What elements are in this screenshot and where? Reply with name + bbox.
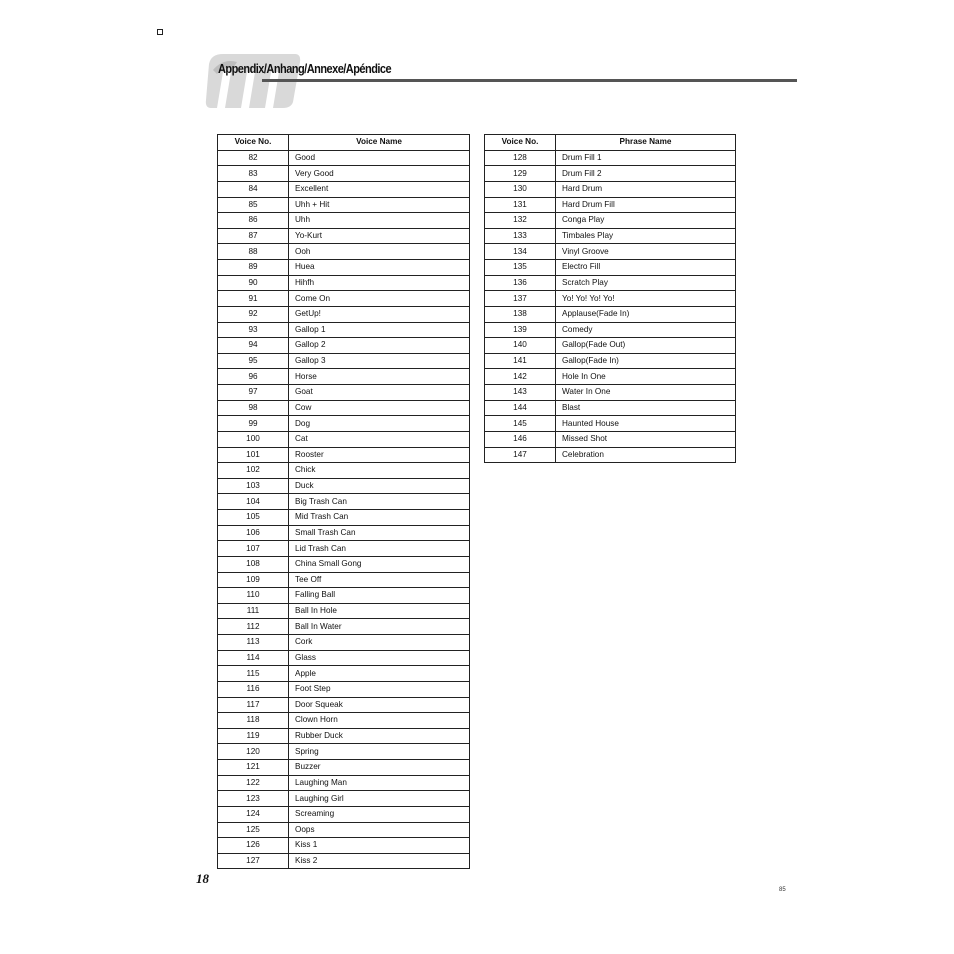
table-row (218, 260, 470, 276)
table-row (218, 838, 470, 854)
voice-number-cell: 111 (218, 603, 289, 619)
table-row (218, 338, 470, 354)
voice-table-header-row (218, 135, 470, 151)
voice-name-cell: Kiss 1 (289, 838, 470, 854)
voice-number-cell: 140 (485, 338, 556, 354)
voice-name-cell: Rooster (289, 447, 470, 463)
voice-number-cell: 93 (218, 322, 289, 338)
table-row (218, 791, 470, 807)
table-row (218, 822, 470, 838)
voice-number-cell: 103 (218, 478, 289, 494)
table-row (485, 385, 736, 401)
phrase-name-cell: Hard Drum Fill (556, 197, 736, 213)
phrase-name-cell: Water In One (556, 385, 736, 401)
table-row (218, 775, 470, 791)
crop-mark (157, 29, 163, 35)
voice-number-cell: 141 (485, 353, 556, 369)
table-row (218, 150, 470, 166)
voice-name-cell: Horse (289, 369, 470, 385)
voice-name-cell: Foot Step (289, 681, 470, 697)
voice-number-cell: 83 (218, 166, 289, 182)
phrase-name-cell: Yo! Yo! Yo! Yo! (556, 291, 736, 307)
voice-number-cell: 145 (485, 416, 556, 432)
voice-number-cell: 109 (218, 572, 289, 588)
voice-number-cell: 98 (218, 400, 289, 416)
voice-name-cell: Lid Trash Can (289, 541, 470, 557)
table-row (218, 728, 470, 744)
voice-number-cell: 104 (218, 494, 289, 510)
phrase-name-cell: Conga Play (556, 213, 736, 229)
voice-number-cell: 91 (218, 291, 289, 307)
table-row (218, 400, 470, 416)
voice-number-cell: 101 (218, 447, 289, 463)
voice-number-cell: 95 (218, 353, 289, 369)
table-row (218, 588, 470, 604)
voice-number-cell: 114 (218, 650, 289, 666)
voice-name-cell: Screaming (289, 806, 470, 822)
table-row (218, 228, 470, 244)
voice-number-cell: 108 (218, 556, 289, 572)
table-row (218, 213, 470, 229)
voice-number-cell: 85 (218, 197, 289, 213)
table-row (485, 400, 736, 416)
table-row (218, 681, 470, 697)
voice-name-cell: Buzzer (289, 760, 470, 776)
phrase-name-cell: Gallop(Fade Out) (556, 338, 736, 354)
voice-table-body (218, 150, 470, 869)
voice-number-cell: 105 (218, 510, 289, 526)
voice-number-cell: 134 (485, 244, 556, 260)
phrase-name-cell: Scratch Play (556, 275, 736, 291)
page-number: 18 (196, 871, 209, 886)
voice-name-cell: Ball In Hole (289, 603, 470, 619)
column-header-voice-name: Voice Name (289, 135, 470, 151)
voice-name-cell: Rubber Duck (289, 728, 470, 744)
voice-number-cell: 118 (218, 713, 289, 729)
table-row (218, 853, 470, 869)
table-row (218, 650, 470, 666)
table-row (218, 431, 470, 447)
table-row (218, 416, 470, 432)
table-row (485, 306, 736, 322)
table-row (485, 150, 736, 166)
voice-name-cell: Uhh (289, 213, 470, 229)
voice-number-cell: 136 (485, 275, 556, 291)
voice-number-cell: 115 (218, 666, 289, 682)
voice-name-cell: Come On (289, 291, 470, 307)
voice-number-cell: 143 (485, 385, 556, 401)
voice-number-cell: 87 (218, 228, 289, 244)
table-row (218, 447, 470, 463)
voice-name-cell: Oops (289, 822, 470, 838)
voice-number-cell: 117 (218, 697, 289, 713)
voice-name-cell: Chick (289, 463, 470, 479)
voice-number-cell: 116 (218, 681, 289, 697)
table-row (485, 291, 736, 307)
table-row (218, 572, 470, 588)
voice-number-cell: 138 (485, 306, 556, 322)
voice-number-cell: 137 (485, 291, 556, 307)
phrase-table-header-row (485, 135, 736, 151)
voice-number-cell: 144 (485, 400, 556, 416)
voice-name-cell: Apple (289, 666, 470, 682)
phrase-name-cell: Missed Shot (556, 431, 736, 447)
voice-number-cell: 128 (485, 150, 556, 166)
voice-name-cell: Glass (289, 650, 470, 666)
table-row (485, 275, 736, 291)
table-row (218, 697, 470, 713)
voice-number-cell: 126 (218, 838, 289, 854)
voice-number-cell: 142 (485, 369, 556, 385)
table-row (218, 322, 470, 338)
table-row (485, 244, 736, 260)
table-row (218, 494, 470, 510)
voice-number-cell: 90 (218, 275, 289, 291)
voice-name-cell: Dog (289, 416, 470, 432)
voice-name-cell: Goat (289, 385, 470, 401)
voice-number-cell: 133 (485, 228, 556, 244)
table-row (485, 431, 736, 447)
voice-name-cell: Cow (289, 400, 470, 416)
voice-name-cell: Yo-Kurt (289, 228, 470, 244)
voice-number-cell: 96 (218, 369, 289, 385)
table-row (218, 510, 470, 526)
voice-number-cell: 106 (218, 525, 289, 541)
voice-name-cell: Laughing Girl (289, 791, 470, 807)
table-row (218, 713, 470, 729)
voice-number-cell: 125 (218, 822, 289, 838)
table-row (485, 213, 736, 229)
voice-number-cell: 146 (485, 431, 556, 447)
table-row (218, 635, 470, 651)
voice-number-cell: 132 (485, 213, 556, 229)
voice-name-cell: Tee Off (289, 572, 470, 588)
voice-name-cell: Hihfh (289, 275, 470, 291)
table-row (218, 666, 470, 682)
table-row (218, 385, 470, 401)
voice-number-cell: 82 (218, 150, 289, 166)
voice-name-cell: Spring (289, 744, 470, 760)
voice-number-cell: 120 (218, 744, 289, 760)
voice-number-cell: 130 (485, 181, 556, 197)
table-row (218, 463, 470, 479)
voice-number-cell: 131 (485, 197, 556, 213)
voice-name-cell: Falling Ball (289, 588, 470, 604)
table-row (218, 478, 470, 494)
voice-number-cell: 129 (485, 166, 556, 182)
voice-number-cell: 123 (218, 791, 289, 807)
page-title: Appendix/Anhang/Annexe/Apéndice (218, 62, 392, 76)
phrase-name-cell: Applause(Fade In) (556, 306, 736, 322)
table-row (218, 760, 470, 776)
voice-number-cell: 135 (485, 260, 556, 276)
table-row (218, 744, 470, 760)
table-row (218, 619, 470, 635)
table-row (218, 181, 470, 197)
voice-number-cell: 88 (218, 244, 289, 260)
voice-name-cell: Kiss 2 (289, 853, 470, 869)
voice-number-cell: 89 (218, 260, 289, 276)
table-row (485, 322, 736, 338)
table-row (218, 306, 470, 322)
phrase-name-cell: Electro Fill (556, 260, 736, 276)
voice-number-cell: 110 (218, 588, 289, 604)
voice-name-cell: Ooh (289, 244, 470, 260)
voice-number-cell: 124 (218, 806, 289, 822)
voice-name-cell: Small Trash Can (289, 525, 470, 541)
phrase-table-body (485, 150, 736, 463)
voice-number-cell: 121 (218, 760, 289, 776)
table-row (218, 556, 470, 572)
voice-name-cell: Very Good (289, 166, 470, 182)
voice-number-cell: 97 (218, 385, 289, 401)
voice-name-cell: Good (289, 150, 470, 166)
header-rule (262, 79, 797, 82)
voice-name-cell: Cork (289, 635, 470, 651)
phrase-name-cell: Vinyl Groove (556, 244, 736, 260)
voice-name-cell: Gallop 3 (289, 353, 470, 369)
table-row (485, 181, 736, 197)
table-row (485, 338, 736, 354)
table-row (218, 291, 470, 307)
voice-table (217, 134, 470, 869)
phrase-name-cell: Timbales Play (556, 228, 736, 244)
voice-name-cell: Cat (289, 431, 470, 447)
phrase-name-cell: Gallop(Fade In) (556, 353, 736, 369)
voice-name-cell: Door Squeak (289, 697, 470, 713)
voice-name-cell: Gallop 2 (289, 338, 470, 354)
phrase-name-cell: Comedy (556, 322, 736, 338)
table-row (485, 260, 736, 276)
voice-number-cell: 84 (218, 181, 289, 197)
voice-name-cell: Big Trash Can (289, 494, 470, 510)
table-row (218, 369, 470, 385)
table-row (218, 541, 470, 557)
phrase-name-cell: Hard Drum (556, 181, 736, 197)
voice-name-cell: Laughing Man (289, 775, 470, 791)
voice-number-cell: 113 (218, 635, 289, 651)
column-header-voice-no: Voice No. (218, 135, 289, 151)
phrase-name-cell: Blast (556, 400, 736, 416)
phrase-name-cell: Hole In One (556, 369, 736, 385)
voice-name-cell: Duck (289, 478, 470, 494)
voice-name-cell: Huea (289, 260, 470, 276)
voice-number-cell: 100 (218, 431, 289, 447)
table-row (218, 166, 470, 182)
voice-number-cell: 102 (218, 463, 289, 479)
table-row (218, 244, 470, 260)
table-row (218, 525, 470, 541)
table-row (485, 369, 736, 385)
table-row (218, 197, 470, 213)
column-header-voice-no: Voice No. (485, 135, 556, 151)
voice-name-cell: Mid Trash Can (289, 510, 470, 526)
table-row (485, 228, 736, 244)
voice-number-cell: 122 (218, 775, 289, 791)
footer-code: 85 (779, 887, 786, 893)
voice-number-cell: 107 (218, 541, 289, 557)
voice-number-cell: 139 (485, 322, 556, 338)
voice-name-cell: Excellent (289, 181, 470, 197)
phrase-name-cell: Drum Fill 2 (556, 166, 736, 182)
table-row (485, 416, 736, 432)
voice-name-cell: Gallop 1 (289, 322, 470, 338)
table-row (485, 353, 736, 369)
voice-number-cell: 127 (218, 853, 289, 869)
column-header-phrase-name: Phrase Name (556, 135, 736, 151)
phrase-name-cell: Haunted House (556, 416, 736, 432)
voice-number-cell: 94 (218, 338, 289, 354)
table-row (485, 166, 736, 182)
table-row (218, 275, 470, 291)
voice-number-cell: 112 (218, 619, 289, 635)
table-row (218, 806, 470, 822)
voice-name-cell: Ball In Water (289, 619, 470, 635)
table-row (218, 353, 470, 369)
voice-name-cell: GetUp! (289, 306, 470, 322)
voice-number-cell: 92 (218, 306, 289, 322)
voice-name-cell: Clown Horn (289, 713, 470, 729)
table-row (218, 603, 470, 619)
phrase-name-cell: Drum Fill 1 (556, 150, 736, 166)
phrase-name-cell: Celebration (556, 447, 736, 463)
voice-number-cell: 99 (218, 416, 289, 432)
phrase-table (484, 134, 736, 463)
voice-name-cell: China Small Gong (289, 556, 470, 572)
voice-number-cell: 86 (218, 213, 289, 229)
table-row (485, 197, 736, 213)
voice-number-cell: 147 (485, 447, 556, 463)
voice-number-cell: 119 (218, 728, 289, 744)
voice-name-cell: Uhh + Hit (289, 197, 470, 213)
table-row (485, 447, 736, 463)
